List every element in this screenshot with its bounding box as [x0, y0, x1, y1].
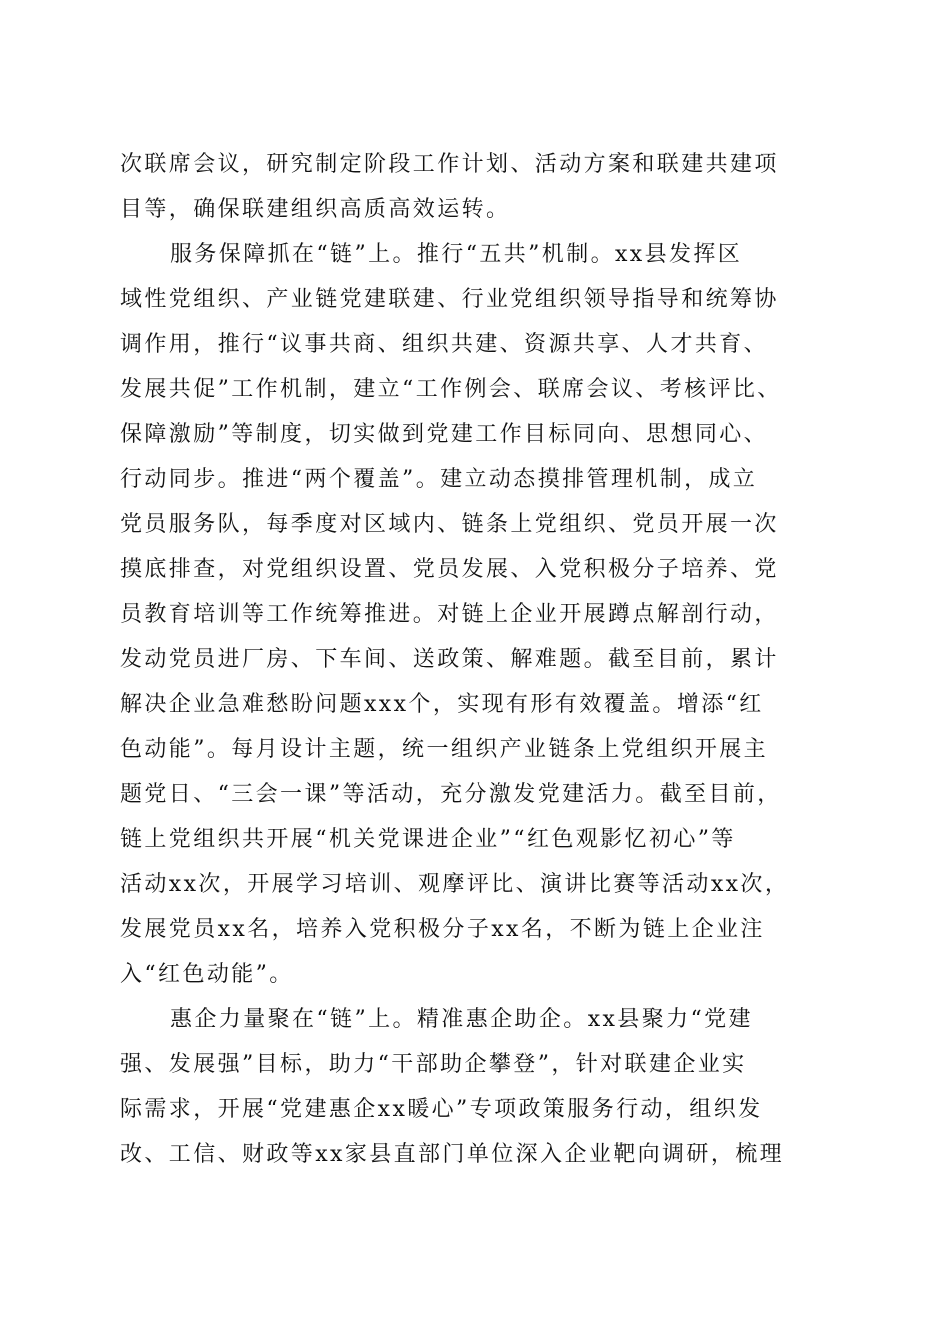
text-line: 色动能”。每月设计主题，统一组织产业链条上党组织开展主 [120, 737, 769, 762]
text-line: 题党日、“三会一课”等活动，充分激发党建活力。截至目前， [120, 782, 782, 807]
text-line: 目等，确保联建组织高质高效运转。 [120, 197, 511, 222]
text-line: 发展共促”工作机制，建立“工作例会、联席会议、考核评比、 [120, 377, 782, 402]
text-line: 际需求，开展“党建惠企xx暖心”专项政策服务行动，组织发 [120, 1097, 763, 1122]
text-line: 发展党员xx名，培养入党积极分子xx名，不断为链上企业注 [120, 917, 765, 942]
text-line: 域性党组织、产业链党建联建、行业党组织领导指导和统筹协 [120, 287, 779, 312]
paragraph-start-line: 惠企力量聚在“链”上。精准惠企助企。xx县聚力“党建 [170, 1007, 753, 1032]
text-line: 改、工信、财政等xx家县直部门单位深入企业靶向调研，梳理 [120, 1142, 785, 1167]
text-line: 党员服务队，每季度对区域内、链条上党组织、党员开展一次 [120, 512, 779, 537]
text-line: 解决企业急难愁盼问题xxx个，实现有形有效覆盖。增添“红 [120, 692, 764, 717]
paragraph-start-line: 服务保障抓在“链”上。推行“五共”机制。xx县发挥区 [170, 242, 743, 267]
text-line: 强、发展强”目标，助力“干部助企攀登”，针对联建企业实 [120, 1052, 747, 1077]
text-line: 发动党员进厂房、下车间、送政策、解难题。截至目前，累计 [120, 647, 779, 672]
text-line: 链上党组织共开展“机关党课进企业”“红色观影忆初心”等 [120, 827, 736, 852]
text-line: 活动xx次，开展学习培训、观摩评比、演讲比赛等活动xx次， [120, 872, 790, 897]
text-line: 次联席会议，研究制定阶段工作计划、活动方案和联建共建项 [120, 152, 779, 177]
text-line: 摸底排查，对党组织设置、党员发展、入党积极分子培养、党 [120, 557, 779, 582]
text-line: 入“红色动能”。 [120, 962, 294, 987]
text-line: 员教育培训等工作统筹推进。对链上企业开展蹲点解剖行动， [120, 602, 779, 627]
text-line: 行动同步。推进“两个覆盖”。建立动态摸排管理机制，成立 [120, 467, 758, 492]
text-line: 保障激励”等制度，切实做到党建工作目标同向、思想同心、 [120, 422, 769, 447]
text-line: 调作用，推行“议事共商、组织共建、资源共享、人才共育、 [120, 332, 769, 357]
